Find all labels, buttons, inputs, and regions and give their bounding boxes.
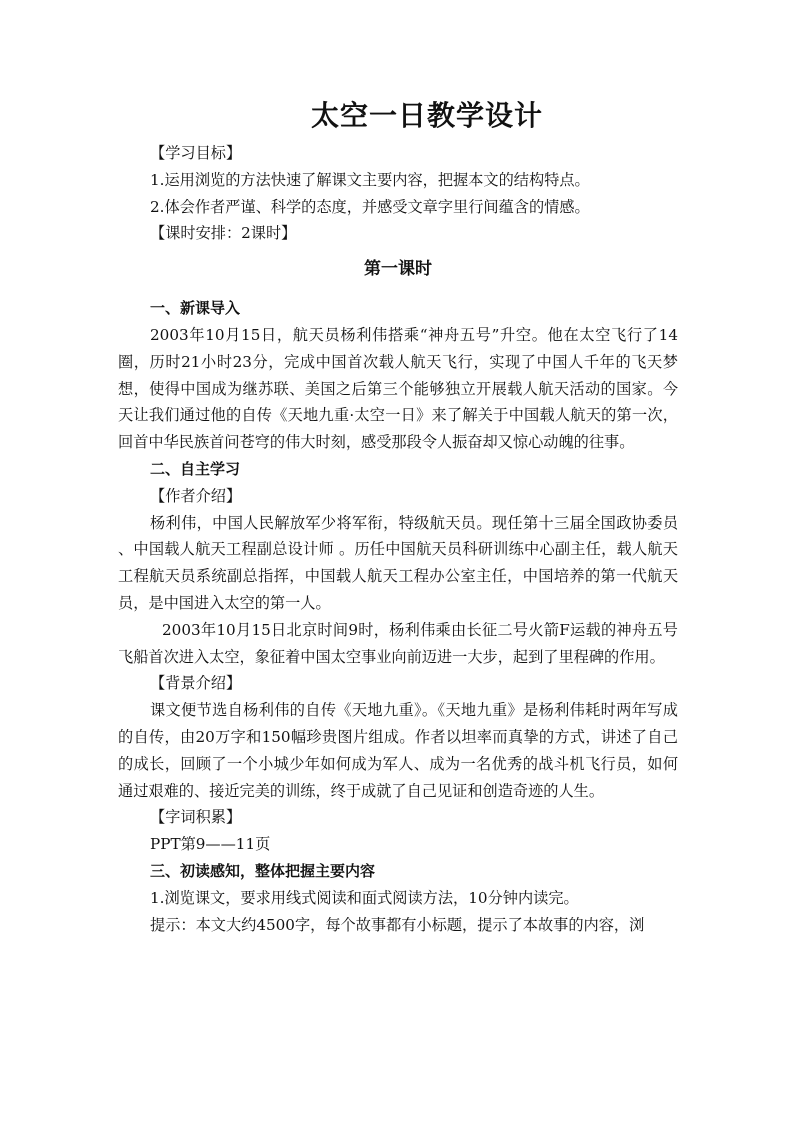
author-paragraph-2: 2003年10月15日北京时间9时，杨利伟乘由长征二号火箭F运载的神舟五号飞船首次进入太空，象征着中国太空事业向前迈进一大步，起到了里程碑的作用。 — [118, 620, 678, 666]
vocab-heading: 【字词积累】 — [150, 808, 242, 827]
background-paragraph: 课文便节选自杨利伟的自传《天地九重》。《天地九重》是杨利伟耗时两年写成的自传，由20万字和150幅珍贵图片组成。作者以坦率而真挚的方式，讲述了自己的成长，回顾了一个小城少年如何成为军人、成为一名优秀的战斗机飞行员，如何通过艰难的、接近完美的训练，终于成就了自己见证和创造奇迹的人生。 — [118, 701, 678, 800]
goal-item-2: 2.体会作者严谨、科学的态度，并感受文章字里行间蕴含的情感。 — [150, 197, 590, 216]
task-item-1: 1.浏览课文，要求用线式阅读和面式阅读方法，10分钟内读完。 — [150, 888, 579, 907]
author-heading: 【作者介绍】 — [150, 486, 242, 505]
document-title: 太空一日教学设计 — [310, 99, 543, 132]
section-heading-intro: 一、新课导入 — [150, 299, 241, 318]
hint-paragraph: 提示：本文大约4500字，每个故事都有小标题，提示了本故事的内容，浏 — [150, 915, 645, 934]
schedule-note: 【课时安排：2课时】 — [150, 224, 297, 243]
author-paragraph-1: 杨利伟，中国人民解放军少将军衔，特级航天员。现任第十三届全国政协委员 、中国载人航天工程副总设计师 。历任中国航天员科研训练中心副主任，载人航天工程航天员系统副总指挥，中国载人航天工程办公室主任，中国培养的第一代航天员，是中国进入太空的第一人。 — [118, 513, 678, 612]
section-heading-first-reading: 三、初读感知，整体把握主要内容 — [150, 861, 376, 880]
document-body — [118, 140, 678, 938]
lesson-heading: 第一课时 — [364, 259, 432, 280]
goal-item-1: 1.运用浏览的方法快速了解课文主要内容，把握本文的结构特点。 — [150, 170, 590, 189]
goals-heading: 【学习目标】 — [150, 144, 242, 162]
intro-paragraph: 2003年10月15日，航天员杨利伟搭乘“神舟五号”升空。他在太空飞行了14圈，历时21小时23分，完成中国首次载人航天飞行，实现了中国人千年的飞天梦想，使得中国成为继苏联、美国之后第三个能够独立开展载人航天活动的国家。今天让我们通过他的自传《天地九重·太空一日》来了解关于中国载人航天的第一次，回首中华民族首问苍穹的伟大时刻，感受那段令人振奋却又惊心动魄的往事。 — [118, 325, 678, 452]
vocab-reference: PPT第9——11页 — [150, 835, 271, 854]
background-heading: 【背景介绍】 — [150, 674, 242, 693]
section-heading-self-study: 二、自主学习 — [150, 459, 241, 478]
